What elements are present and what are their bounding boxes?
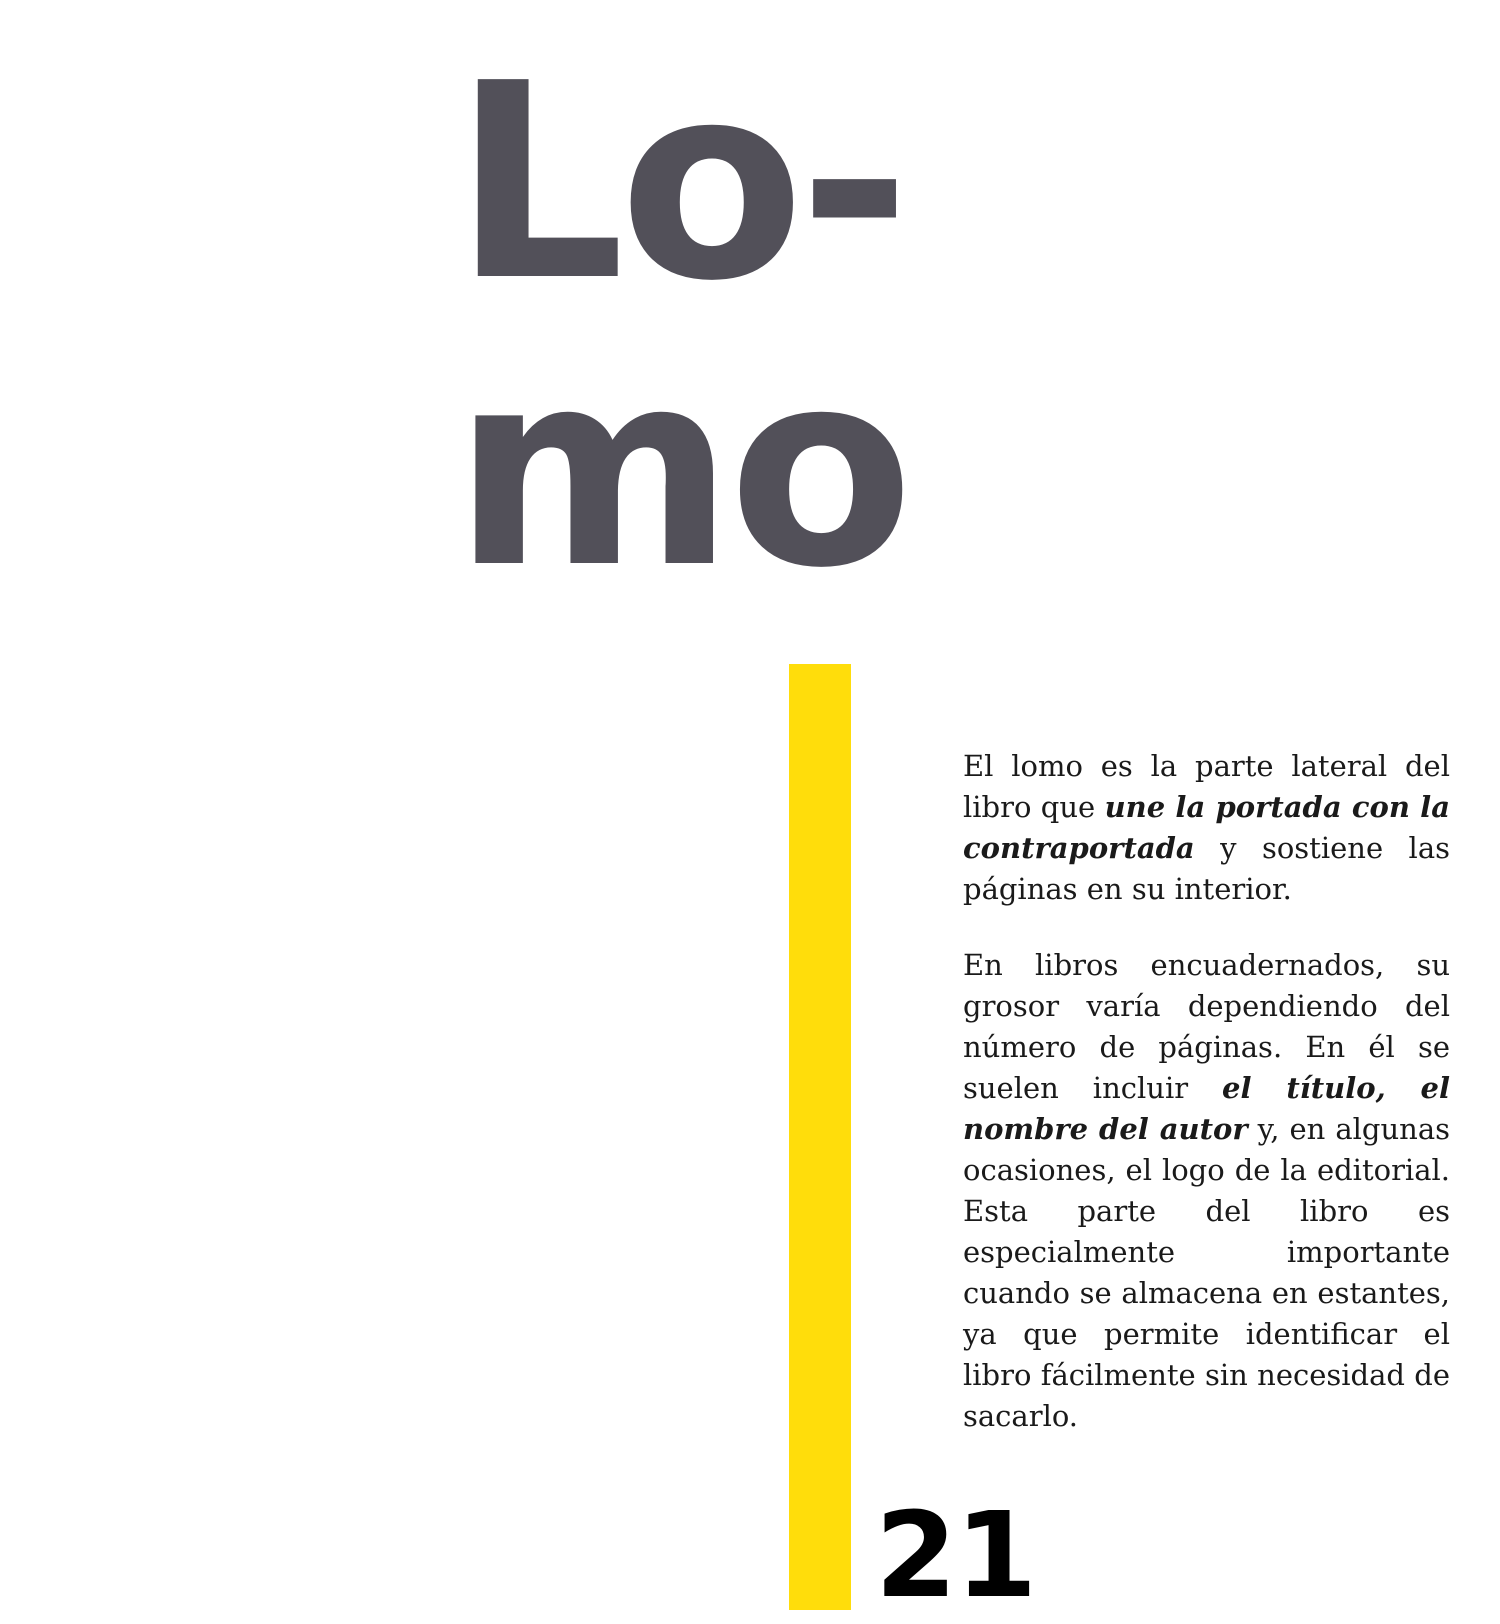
- paragraph-2: [963, 945, 1450, 1437]
- paragraph-1-emphasis: une la portada con la contraportada: [963, 790, 1450, 865]
- accent-bar: [789, 664, 851, 1610]
- page-title-line-2: mo: [453, 312, 908, 627]
- paragraph-1: [963, 746, 1450, 910]
- paragraph-1-text-end: y sostiene las páginas en su interior.: [963, 831, 1450, 906]
- body-text: [963, 746, 1450, 1472]
- page-number: 21: [875, 1486, 1036, 1624]
- paragraph-2-emphasis: el título, el nombre del autor: [963, 1071, 1450, 1146]
- page-title-line-1: Lo-: [453, 25, 905, 340]
- paragraph-1-text-start: El lomo es la parte lateral del libro que: [963, 749, 1450, 824]
- paragraph-2-text-start: En libros encuadernados, su grosor varía dependiendo del número de páginas. En él se suelen incluir: [963, 948, 1450, 1105]
- paragraph-2-text-end: y, en algunas ocasiones, el logo de la editorial. Esta parte del libro es especialmente importante cuando se almacena en estantes, ya que permite identificar el libro fácilmente sin necesidad de sacarlo.: [963, 1112, 1450, 1433]
